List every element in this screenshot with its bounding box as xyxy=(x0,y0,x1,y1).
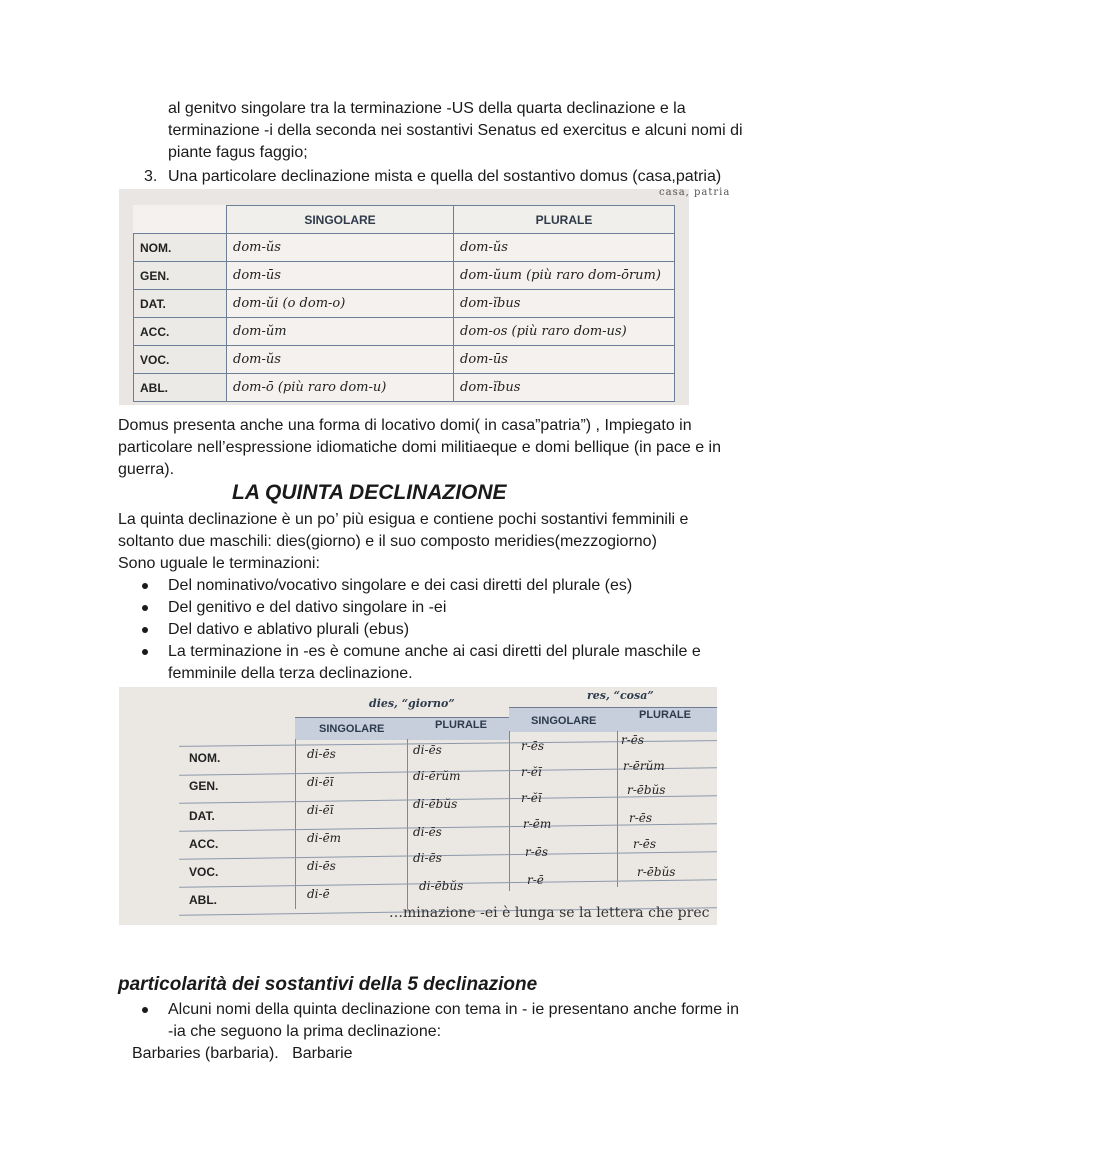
res-plural-form: r-ēbŭs xyxy=(627,783,666,797)
table-row xyxy=(134,318,675,346)
intro-line-1: al genitvo singolare tra la terminazione -US della quarta declinazione e la xyxy=(168,100,686,117)
bullet-icon xyxy=(142,627,148,633)
dies-plural-form: di-ēbŭs xyxy=(413,797,458,811)
terminations-list xyxy=(168,575,788,685)
grid-line xyxy=(295,739,296,909)
singular-form: dom-ŭi (o dom-o) xyxy=(227,290,454,318)
particolarita-title: particolarità dei sostantivi della 5 declinazione xyxy=(118,974,538,995)
res-singular-form: r-ēs xyxy=(521,739,545,753)
plural-form: dom-os (più raro dom-us) xyxy=(454,318,675,346)
list-item-text: Del genitivo e del dativo singolare in -ei xyxy=(168,599,447,616)
list-item-text: Del dativo e ablativo plurali (ebus) xyxy=(168,621,410,638)
plural-form: dom-ŭum (più raro dom-ōrum) xyxy=(454,262,675,290)
res-singular-form: r-ē xyxy=(527,873,544,887)
list-item-text-continued: femminile della terza declinazione. xyxy=(168,665,413,682)
particolarita-list xyxy=(168,999,788,1043)
list-item-text-continued: -ia che seguono la prima declinazione: xyxy=(168,1023,442,1040)
plural-form: dom-ŭs xyxy=(454,234,675,262)
dies-singular-form: di-ēm xyxy=(307,831,342,845)
singular-form: dom-ŭm xyxy=(227,318,454,346)
dies-plural-form: di-ērŭm xyxy=(413,769,461,783)
singular-form: dom-ŭs xyxy=(227,234,454,262)
case-label: NOM. xyxy=(134,234,227,262)
table-row xyxy=(134,346,675,374)
res-plural-form: r-ēs xyxy=(629,811,653,825)
plural-form: dom-ĭbus xyxy=(454,374,675,402)
case-label: GEN. xyxy=(134,262,227,290)
domus-paragraph-line-1: Domus presenta anche una forma di locativo domi( in casa”patria”) , Impiegato in xyxy=(118,417,692,434)
domus-declension-table-photo xyxy=(119,187,731,405)
bullet-icon xyxy=(142,1007,148,1013)
plural-form: dom-ĭbus xyxy=(454,290,675,318)
dies-plural-form: di-ēs xyxy=(413,825,442,839)
dies-singular-form: di-ēs xyxy=(307,859,336,873)
list-item-text: La terminazione in -es è comune anche ai casi diretti del plurale maschile e xyxy=(168,643,701,660)
case-label: NOM. xyxy=(189,751,221,765)
list-item xyxy=(168,597,788,619)
table-row xyxy=(134,234,675,262)
dies-plural-form: di-ēs xyxy=(413,851,442,865)
case-label: ACC. xyxy=(189,837,219,851)
res-singular-form: r-ĕī xyxy=(521,765,542,779)
list-number: 3. xyxy=(144,168,158,185)
header-singular-dies: SINGOLARE xyxy=(319,723,385,735)
res-singular-form: r-ēs xyxy=(525,845,549,859)
grid-line xyxy=(509,731,510,891)
quinta-line-1: La quinta declinazione è un po’ più esigua e contiene pochi sostantivi femminili e xyxy=(118,511,689,528)
list-item xyxy=(168,999,788,1043)
bullet-icon xyxy=(142,605,148,611)
singular-form: dom-ūs xyxy=(227,262,454,290)
table-row xyxy=(134,290,675,318)
header-singular: SINGOLARE xyxy=(227,206,454,234)
case-label: DAT. xyxy=(134,290,227,318)
domus-paragraph-line-2: particolare nell’espressione idiomatiche domi militiaeque e domi bellique (in pace e in xyxy=(118,439,721,456)
bullet-icon xyxy=(142,649,148,655)
list-item-text: Alcuni nomi della quinta declinazione con tema in - ie presentano anche forme in xyxy=(168,1001,740,1018)
section-title: LA QUINTA DECLINAZIONE xyxy=(232,481,507,504)
domus-declension-table xyxy=(133,205,675,402)
dies-singular-form: di-ēs xyxy=(307,747,336,761)
res-plural-form: r-ēs xyxy=(633,837,657,851)
dies-plural-form: di-ēs xyxy=(413,743,442,757)
res-singular-form: r-ēm xyxy=(523,817,552,831)
domus-paragraph-line-3: guerra). xyxy=(118,461,175,478)
case-label: VOC. xyxy=(134,346,227,374)
case-label: DAT. xyxy=(189,809,215,823)
case-label: GEN. xyxy=(189,779,219,793)
quinta-line-2: soltanto due maschili: dies(giorno) e il suo composto meridies(mezzogiorno) xyxy=(118,533,657,550)
case-label: ABL. xyxy=(134,374,227,402)
header-plural-dies: PLURALE xyxy=(435,719,487,731)
res-plural-form: r-ērŭm xyxy=(623,759,665,773)
intro-line-3: piante fagus faggio; xyxy=(168,144,308,161)
table-row xyxy=(134,374,675,402)
bullet-icon xyxy=(142,583,148,589)
grid-line xyxy=(617,731,618,887)
group-label-res: res, “cosa” xyxy=(587,689,654,702)
table-row xyxy=(134,262,675,290)
case-label: ACC. xyxy=(134,318,227,346)
header-singular-res: SINGOLARE xyxy=(531,715,597,727)
intro-line-2: terminazione -i della seconda nei sostantivi Senatus ed exercitus e alcuni nomi di xyxy=(168,122,743,139)
dies-res-declension-table-photo xyxy=(119,687,717,925)
res-plural-form: r-ēs xyxy=(621,733,645,747)
dies-plural-form: di-ēbŭs xyxy=(419,879,464,893)
singular-form: dom-ō (più raro dom-u) xyxy=(227,374,454,402)
list-item xyxy=(168,619,788,641)
dies-singular-form: di-ē xyxy=(307,887,330,901)
res-plural-form: r-ēbŭs xyxy=(637,865,676,879)
singular-form: dom-ŭs xyxy=(227,346,454,374)
cropped-text: casa, patria xyxy=(659,187,731,198)
dies-singular-form: di-ēī xyxy=(307,803,334,817)
cropped-footnote: …minazione -ei è lunga se la lettera che prec xyxy=(389,905,710,921)
dies-singular-form: di-ēī xyxy=(307,775,334,789)
barbaries-line: Barbaries (barbaria). Barbarie xyxy=(132,1045,353,1062)
list-item-text: Una particolare declinazione mista e quella del sostantivo domus (casa,patria) xyxy=(168,168,722,185)
list-item-3 xyxy=(144,166,722,188)
case-label: ABL. xyxy=(189,893,217,907)
list-item xyxy=(168,641,788,685)
quinta-line-3: Sono uguale le terminazioni: xyxy=(118,555,320,572)
group-label-dies: dies, “giorno” xyxy=(369,697,455,710)
header-plural-res: PLURALE xyxy=(639,709,691,721)
header-plural: PLURALE xyxy=(454,206,675,234)
case-label: VOC. xyxy=(189,865,219,879)
grid-line xyxy=(179,851,717,860)
list-item-text: Del nominativo/vocativo singolare e dei casi diretti del plurale (es) xyxy=(168,577,633,594)
list-item xyxy=(168,575,788,597)
res-singular-form: r-ĕī xyxy=(521,791,542,805)
plural-form: dom-ūs xyxy=(454,346,675,374)
